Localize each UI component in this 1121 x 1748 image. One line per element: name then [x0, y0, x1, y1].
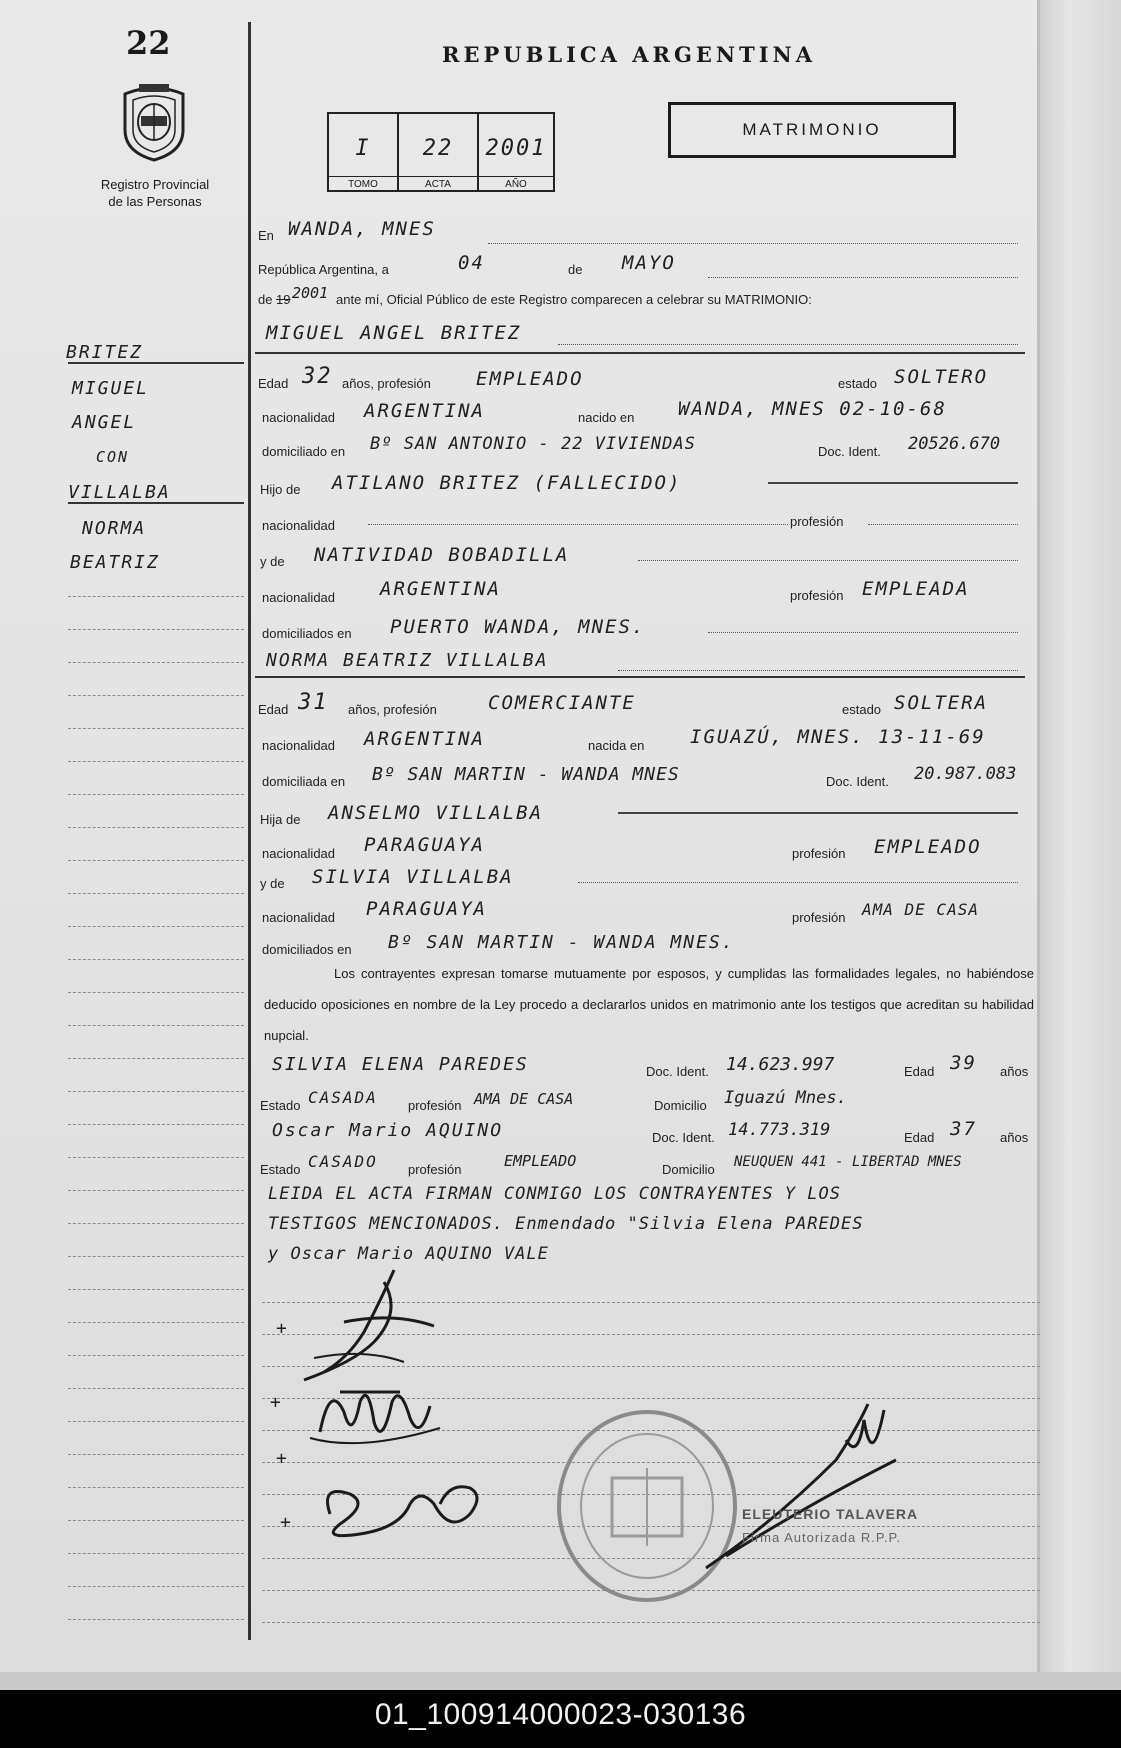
witness1-detail-row	[258, 1084, 1121, 1114]
witness2-status: CASADO	[308, 1152, 378, 1171]
label-estado: estado	[838, 376, 878, 391]
bride-age: 31	[298, 690, 329, 715]
closing-note-line: y Oscar Mario AQUINO VALE	[268, 1244, 549, 1264]
label-estado-cap: Estado	[260, 1098, 301, 1113]
witness1-address: Iguazú Mnes.	[724, 1088, 847, 1108]
year-value: 2001	[292, 284, 329, 302]
opening-text: ante mí, Oficial Público de este Registro comparecen a celebrar su MATRIMONIO:	[336, 292, 812, 307]
label-edad: Edad	[258, 702, 289, 717]
label-anos-profesion: años, profesión	[342, 376, 431, 391]
tomo-label: TOMO	[329, 176, 397, 190]
margin-ruled-line	[68, 860, 244, 861]
label-edad: Edad	[904, 1064, 935, 1079]
stamp-official-name: ELEUTERIO TALAVERA	[742, 1506, 919, 1522]
label-nacionalidad: nacionalidad	[262, 590, 336, 605]
label-doc: Doc. Ident.	[818, 444, 881, 459]
margin-rule	[248, 22, 251, 1640]
record-type-box: MATRIMONIO	[668, 102, 956, 158]
label-y-de: y de	[260, 554, 285, 569]
label-anos: años	[1000, 1130, 1029, 1145]
witness-signature	[310, 1474, 500, 1554]
witness1-name-row	[258, 1050, 1121, 1080]
bride-father-nationality: PARAGUAYA	[364, 834, 485, 856]
page-number: 22	[126, 24, 171, 62]
groom-age-row	[258, 362, 1121, 392]
groom-name: MIGUEL ANGEL BRITEZ	[266, 322, 522, 344]
margin-note-line: NORMA	[82, 518, 147, 539]
label-de-year: de	[258, 292, 273, 307]
year-prefix-struck: 19	[276, 292, 291, 307]
margin-ruled-line	[68, 695, 244, 696]
bride-nationality: ARGENTINA	[364, 728, 485, 750]
witness2-profession: EMPLEADO	[504, 1152, 577, 1170]
margin-note-line: BEATRIZ	[70, 552, 160, 573]
bride-parents-address: Bº SAN MARTIN - WANDA MNES.	[388, 932, 735, 953]
margin-ruled-line	[68, 1289, 244, 1290]
margin-ruled-line	[68, 926, 244, 927]
bride-mother-detail-row	[258, 896, 1121, 926]
groom-nationality-row	[258, 396, 1121, 426]
bride-father: ANSELMO VILLALBA	[328, 802, 544, 824]
margin-ruled-line	[68, 761, 244, 762]
margin-ruled-line	[68, 1223, 244, 1224]
bride-father-row	[258, 798, 1121, 828]
bride-address: Bº SAN MARTIN - WANDA MNES	[372, 764, 680, 785]
day-value: 04	[458, 252, 485, 274]
label-profesion: profesión	[790, 588, 844, 603]
margin-ruled-line	[68, 1487, 244, 1488]
place-value: WANDA, MNES	[288, 218, 436, 240]
ano-value: 2001	[485, 136, 547, 161]
margin-ruled-line	[68, 1322, 244, 1323]
bride-birth: IGUAZÚ, MNES. 13-11-69	[690, 726, 986, 748]
margin-ruled-line	[68, 1454, 244, 1455]
label-profesion: profesión	[790, 514, 844, 529]
label-nacido-en: nacido en	[578, 410, 635, 425]
body-ruled-line	[262, 1622, 1040, 1623]
marriage-statement: Los contrayentes expresan tomarse mutuamente por esposos, y cumplidas las formalidades legales, no habiéndose deducido oposiciones en nombre de la Ley procedo a declararlos unidos en matrimonio ante los testigos que acreditan su habilidad nupcial.	[264, 966, 1034, 1043]
section-separator	[255, 352, 1025, 354]
closing-note-line: TESTIGOS MENCIONADOS. Enmendado "Silvia Elena PAREDES	[268, 1214, 864, 1234]
label-de-month: de	[568, 262, 583, 277]
margin-ruled-line	[68, 992, 244, 993]
margin-ruled-line	[68, 893, 244, 894]
groom-mother-detail-row	[258, 576, 1121, 606]
section-separator	[255, 676, 1025, 678]
margin-note-line: BRITEZ	[66, 342, 144, 363]
bride-parents-address-row	[258, 928, 1121, 958]
label-anos: años	[1000, 1064, 1029, 1079]
label-doc: Doc. Ident.	[646, 1064, 709, 1079]
margin-ruled-line	[68, 1190, 244, 1191]
witness1-age: 39	[950, 1052, 977, 1074]
witness2-age: 37	[950, 1118, 977, 1140]
margin-ruled-line	[68, 728, 244, 729]
bride-address-row	[258, 760, 1121, 790]
bride-signature	[300, 1372, 460, 1456]
groom-mother-nationality: ARGENTINA	[380, 578, 501, 600]
closing-note-row	[258, 1180, 1121, 1210]
margin-ruled-line	[68, 1586, 244, 1587]
margin-ruled-line	[68, 1058, 244, 1059]
margin-ruled-line	[68, 1421, 244, 1422]
label-profesion: profesión	[408, 1162, 462, 1177]
label-domicilio: Domicilio	[662, 1162, 715, 1177]
closing-note-line: LEIDA EL ACTA FIRMAN CONMIGO LOS CONTRAYENTES Y LOS	[268, 1184, 841, 1204]
margin-ruled-line	[68, 1388, 244, 1389]
label-edad: Edad	[904, 1130, 935, 1145]
label-doc: Doc. Ident.	[826, 774, 889, 789]
bride-doc: 20.987.083	[914, 764, 1017, 784]
label-anos-profesion: años, profesión	[348, 702, 437, 717]
label-profesion: profesión	[792, 846, 846, 861]
groom-doc: 20526.670	[908, 434, 1001, 454]
witness1-status: CASADA	[308, 1088, 378, 1107]
margin-note-line: ANGEL	[72, 412, 137, 433]
margin-rule-line	[68, 502, 244, 504]
bride-nationality-row	[258, 724, 1121, 754]
stamp-official-title: Firma Autorizada R.P.P.	[742, 1530, 902, 1545]
bride-status: SOLTERA	[894, 692, 989, 714]
groom-father-detail-row	[258, 504, 1121, 534]
opening-row	[258, 280, 1121, 310]
acta-label: ACTA	[399, 176, 477, 190]
label-nacionalidad: nacionalidad	[262, 518, 336, 533]
label-republica: República Argentina, a	[258, 262, 389, 277]
margin-ruled-line	[68, 827, 244, 828]
margin-note-line: CON	[96, 448, 130, 466]
groom-age: 32	[302, 364, 333, 389]
margin-ruled-line	[68, 1124, 244, 1125]
label-estado-cap: Estado	[260, 1162, 301, 1177]
signature-mark: +	[276, 1448, 289, 1469]
bride-mother-row	[258, 862, 1121, 892]
label-domiciliados-en: domiciliados en	[262, 942, 352, 957]
margin-ruled-line	[68, 794, 244, 795]
margin-ruled-line	[68, 1025, 244, 1026]
groom-parents-address: PUERTO WANDA, MNES.	[390, 616, 646, 638]
groom-father: ATILANO BRITEZ (FALLECIDO)	[332, 472, 682, 494]
country-heading: REPUBLICA ARGENTINA	[442, 42, 817, 67]
margin-ruled-line	[68, 1256, 244, 1257]
bride-mother: SILVIA VILLALBA	[312, 866, 514, 888]
margin-ruled-line	[68, 1355, 244, 1356]
groom-nationality: ARGENTINA	[364, 400, 485, 422]
registry-reference-box	[327, 112, 555, 192]
witness2-name-row	[258, 1116, 1121, 1146]
groom-address: Bº SAN ANTONIO - 22 VIVIENDAS	[370, 434, 696, 454]
label-nacida-en: nacida en	[588, 738, 645, 753]
witness2-address: NEUQUEN 441 - LIBERTAD MNES	[734, 1154, 962, 1170]
file-identifier: 01_100914000023-030136	[374, 1698, 747, 1731]
margin-ruled-line	[68, 1157, 244, 1158]
margin-ruled-line	[68, 596, 244, 597]
witness1-doc: 14.623.997	[726, 1054, 835, 1075]
label-domiciliada-en: domiciliada en	[262, 774, 346, 789]
registry-name: Registro Provincial de las Personas	[100, 177, 210, 209]
closing-note-row	[258, 1210, 1121, 1240]
bride-name: NORMA BEATRIZ VILLALBA	[266, 650, 549, 671]
acta-cell	[399, 114, 479, 192]
groom-mother: NATIVIDAD BOBADILLA	[314, 544, 570, 566]
groom-mother-profession: EMPLEADA	[862, 578, 970, 600]
label-y-de: y de	[260, 876, 285, 891]
witness2-doc: 14.773.319	[728, 1120, 831, 1140]
label-edad: Edad	[258, 376, 289, 391]
label-nacionalidad: nacionalidad	[262, 910, 336, 925]
margin-ruled-line	[68, 959, 244, 960]
bride-name-row	[258, 646, 1121, 676]
groom-profession: EMPLEADO	[476, 368, 584, 390]
bride-father-detail-row	[258, 832, 1121, 862]
label-doc: Doc. Ident.	[652, 1130, 715, 1145]
margin-ruled-line	[68, 662, 244, 663]
label-hijo-de: Hijo de	[260, 482, 301, 497]
label-nacionalidad: nacionalidad	[262, 738, 336, 753]
groom-father-row	[258, 468, 1121, 498]
ano-cell	[479, 114, 553, 192]
margin-rule-line	[68, 362, 244, 364]
ano-label: AÑO	[479, 176, 553, 190]
tomo-cell	[329, 114, 399, 192]
label-nacionalidad: nacionalidad	[262, 410, 336, 425]
margin-note-line: MIGUEL	[72, 378, 150, 399]
label-domiciliados-en: domiciliados en	[262, 626, 352, 641]
margin-ruled-line	[68, 1619, 244, 1620]
bride-mother-nationality: PARAGUAYA	[366, 898, 487, 920]
witness2-detail-row	[258, 1148, 1121, 1178]
margin-ruled-line	[68, 629, 244, 630]
label-nacionalidad: nacionalidad	[262, 846, 336, 861]
bride-father-profession: EMPLEADO	[874, 836, 982, 858]
acta-value: 22	[422, 136, 454, 161]
official-signature	[696, 1400, 956, 1580]
groom-parents-address-row	[258, 612, 1121, 642]
groom-status: SOLTERO	[894, 366, 989, 388]
margin-ruled-line	[68, 1091, 244, 1092]
margin-ruled-line	[68, 1553, 244, 1554]
label-profesion: profesión	[792, 910, 846, 925]
month-value: MAYO	[622, 252, 676, 274]
margin-note-line: VILLALBA	[68, 482, 171, 503]
page-bottom-edge	[0, 1672, 1121, 1690]
tomo-value: I	[355, 136, 371, 161]
label-estado: estado	[842, 702, 882, 717]
bride-mother-profession: AMA DE CASA	[862, 900, 979, 919]
signature-mark: +	[276, 1318, 289, 1339]
margin-ruled-line	[68, 1520, 244, 1521]
groom-birth: WANDA, MNES 02-10-68	[678, 398, 947, 420]
label-domiciliado-en: domiciliado en	[262, 444, 346, 459]
groom-address-row	[258, 430, 1121, 460]
label-hija-de: Hija de	[260, 812, 301, 827]
label-profesion: profesión	[408, 1098, 462, 1113]
signature-mark: +	[280, 1512, 293, 1533]
bride-age-row	[258, 688, 1121, 718]
place-row	[258, 218, 1121, 248]
label-en: En	[258, 228, 274, 243]
witness2-name: Oscar Mario AQUINO	[272, 1120, 504, 1141]
registry-seal-icon	[117, 80, 191, 162]
bride-profession: COMERCIANTE	[488, 692, 636, 714]
label-domicilio: Domicilio	[654, 1098, 707, 1113]
witness1-name: SILVIA ELENA PAREDES	[272, 1054, 529, 1075]
witness1-profession: AMA DE CASA	[474, 1090, 574, 1108]
groom-mother-row	[258, 540, 1121, 570]
groom-name-row	[258, 318, 1121, 348]
signature-mark: +	[270, 1392, 283, 1413]
date-row	[258, 250, 1121, 280]
